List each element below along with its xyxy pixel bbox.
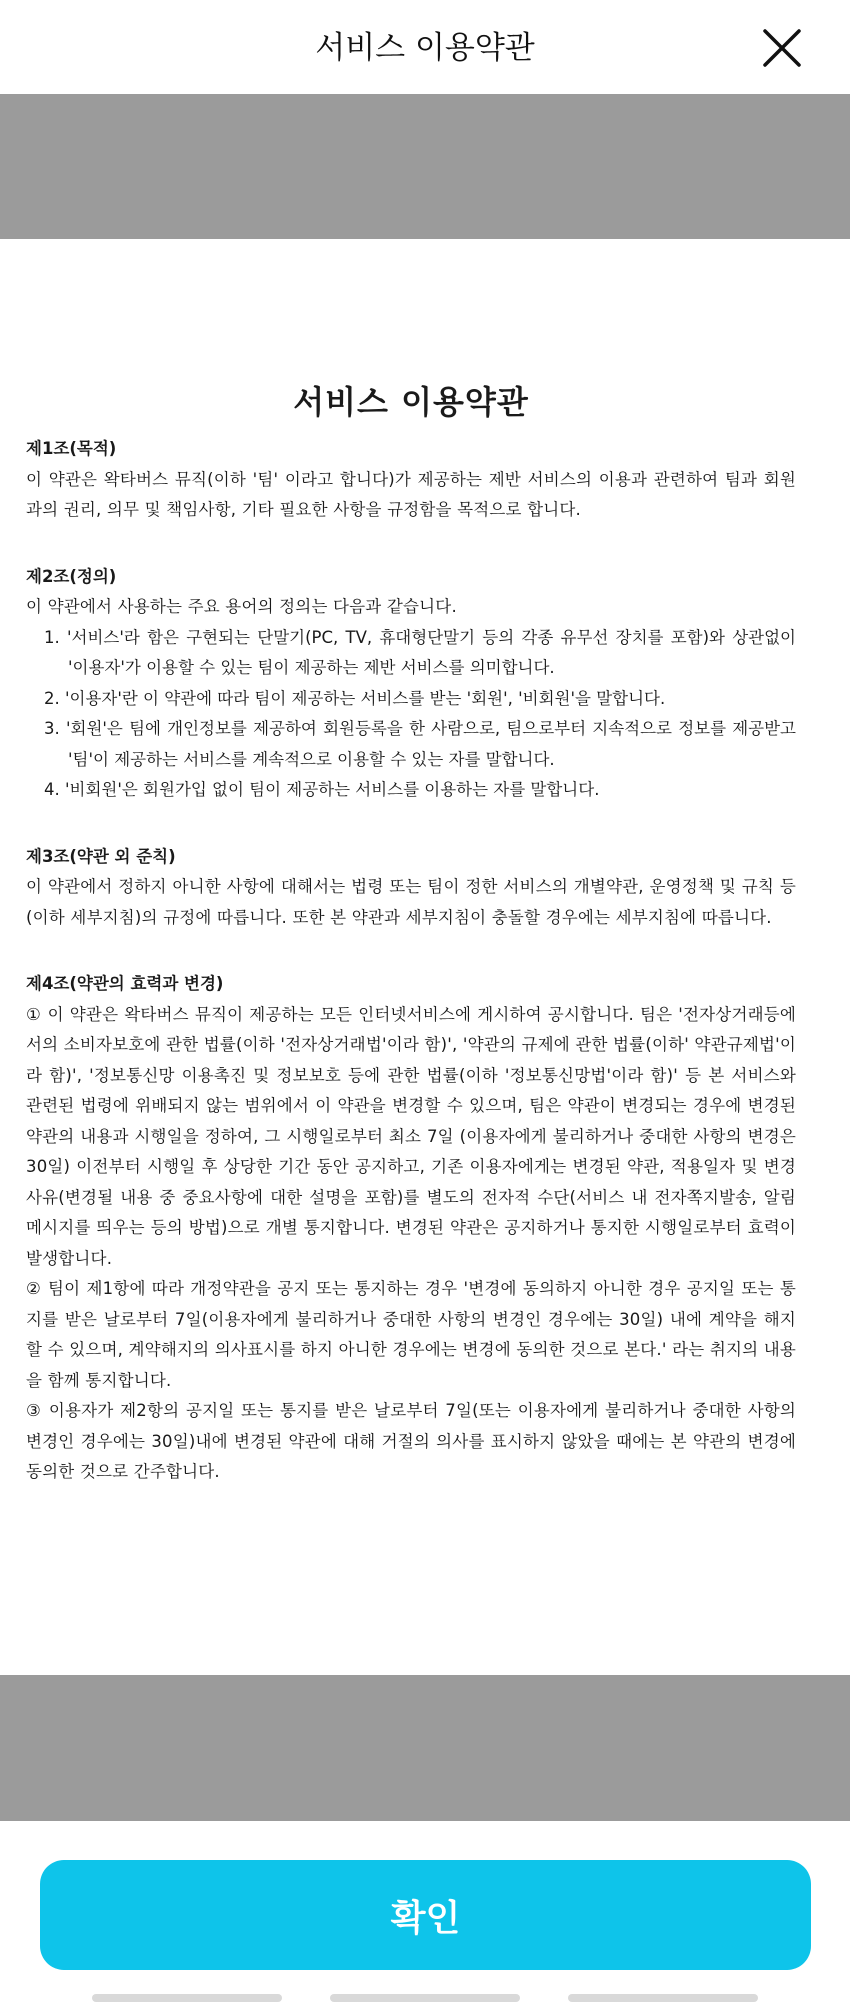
section-body: 이 약관에서 정하지 아니한 사항에 대해서는 법령 또는 팀이 정한 서비스의 개별약관, 운영정책 및 규칙 등(이하 세부지침)의 규정에 따릅니다. 또한 본 약관과 세부지침이 충돌할 경우에는 세부지침에 따릅니다. <box>26 877 796 927</box>
bottom-indicator-bar <box>330 1994 520 2002</box>
terms-document[interactable] <box>26 380 796 1524</box>
header-bar <box>0 0 850 94</box>
section-heading: 제2조(정의) <box>26 566 117 586</box>
section-article-1 <box>26 434 796 526</box>
page-title: 서비스 이용약관 <box>315 30 535 66</box>
list-item: 3. '회원'은 팀에 개인정보를 제공하여 회원등록을 한 사람으로, 팀으로부터 지속적으로 정보를 제공받고 '팀'이 제공하는 서비스를 계속적으로 이용할 수 있는 자를 말합니다. <box>44 719 796 769</box>
section-heading: 제3조(약관 외 준칙) <box>26 846 176 866</box>
bottom-indicator-bar <box>568 1994 758 2002</box>
section-paragraph: ② 팀이 제1항에 따라 개정약관을 공지 또는 통지하는 경우 '변경에 동의하지 아니한 경우 공지일 또는 통지를 받은 날로부터 7일(이용자에게 불리하거나 중대한 사항의 변경인 경우에는 30일) 내에 계약을 해지할 수 있으며, 계약해지의 의사표시를 하지 아니한 경우에는 변경에 동의한 것으로 본다.' 라는 취지의 내용을 함께 통지합니다. <box>26 1279 796 1390</box>
section-paragraph: ① 이 약관은 왁타버스 뮤직이 제공하는 모든 인터넷서비스에 게시하여 공시합니다. 팀은 '전자상거래등에서의 소비자보호에 관한 법률(이하 '전자상거래법'이라 함)', '약관의 규제에 관한 법률(이하' 약관규제법'이라 함)', '정보통신망 이용촉진 및 정보보호 등에 관한 법률(이하 '정보통신망법'이라 함)' 등 본 서비스와 관련된 법령에 위배되지 않는 범위에서 이 약관을 변경할 수 있으며, 팀은 약관이 변경되는 경우에 변경된 약관의 내용과 시행일을 정하여, 그 시행일로부터 최소 7일 (이용자에게 불리하거나 중대한 사항의 변경은 30일) 이전부터 시행일 후 상당한 기간 동안 공지하고, 기존 이용자에게는 변경된 약관, 적용일자 및 변경사유(변경될 내용 중 중요사항에 대한 설명을 포함)를 별도의 전자적 수단(서비스 내 전자쪽지발송, 알림 메시지를 띄우는 등의 방법)으로 개별 통지합니다. 변경된 약관은 공지하거나 통지한 시행일로부터 효력이 발생합니다. <box>26 1004 796 1268</box>
section-article-4 <box>26 969 796 1488</box>
document-title: 서비스 이용약관 <box>293 383 529 421</box>
bottom-indicator-bar <box>92 1994 282 2002</box>
section-article-2 <box>26 562 796 806</box>
overlay-band-top <box>0 94 850 239</box>
confirm-button[interactable]: 확인 <box>40 1860 811 1970</box>
list-item: 1. '서비스'라 함은 구현되는 단말기(PC, TV, 휴대형단말기 등의 각종 유무선 장치를 포함)와 상관없이 '이용자'가 이용할 수 있는 팀이 제공하는 제반 서비스를 의미합니다. <box>44 627 796 677</box>
definition-list <box>26 623 796 806</box>
overlay-band-bottom <box>0 1675 850 1821</box>
list-item: 2. '이용자'란 이 약관에 따라 팀이 제공하는 서비스를 받는 '회원', '비회원'을 말합니다. <box>44 688 666 708</box>
list-item: 4. '비회원'은 회원가입 없이 팀이 제공하는 서비스를 이용하는 자를 말합니다. <box>44 780 600 799</box>
section-heading: 제4조(약관의 효력과 변경) <box>26 974 224 993</box>
section-body: 이 약관은 왁타버스 뮤직(이하 '팀' 이라고 합니다)가 제공하는 제반 서비스의 이용과 관련하여 팀과 회원과의 권리, 의무 및 책임사항, 기타 필요한 사항을 규정함을 목적으로 합니다. <box>26 469 796 519</box>
section-body: 이 약관에서 사용하는 주요 용어의 정의는 다음과 같습니다. <box>26 597 457 616</box>
section-article-3 <box>26 842 796 934</box>
section-paragraph: ③ 이용자가 제2항의 공지일 또는 통지를 받은 날로부터 7일(또는 이용자에게 불리하거나 중대한 사항의 변경인 경우에는 30일)내에 변경된 약관에 대해 거절의 의사를 표시하지 않았을 때에는 본 약관의 변경에 동의한 것으로 간주합니다. <box>26 1401 796 1481</box>
close-icon[interactable] <box>762 28 802 68</box>
section-heading: 제1조(목적) <box>26 439 117 458</box>
close-button[interactable] <box>762 28 802 68</box>
